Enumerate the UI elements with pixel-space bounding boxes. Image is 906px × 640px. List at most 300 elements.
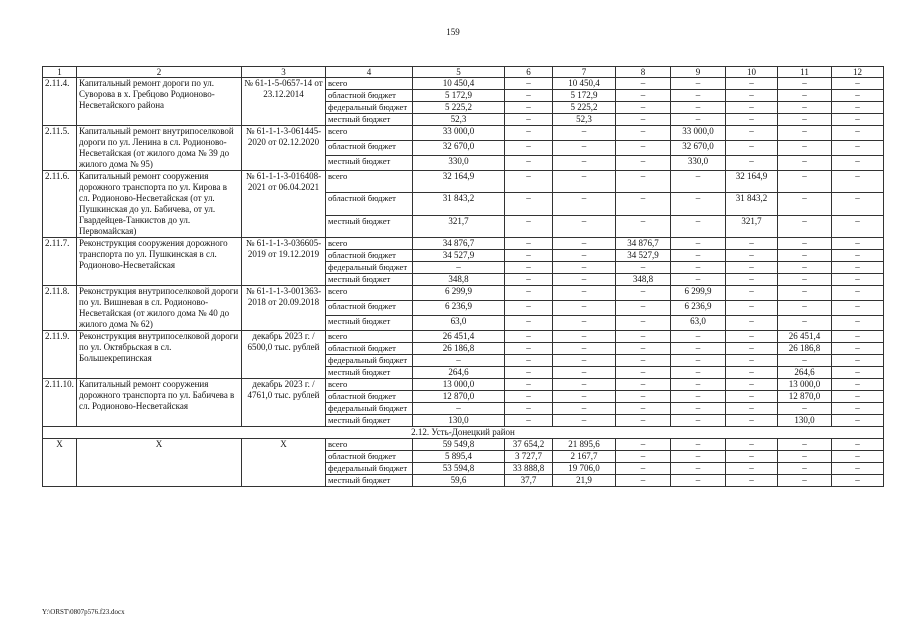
amount-cell: –	[778, 102, 832, 114]
funding-source: всего	[326, 439, 413, 451]
amount-cell: 53 594,8	[413, 463, 505, 475]
amount-cell: –	[616, 403, 671, 415]
col-header: 4	[326, 67, 413, 78]
amount-cell: –	[553, 391, 616, 403]
amount-cell: 5 172,9	[553, 90, 616, 102]
funding-source: местный бюджет	[326, 316, 413, 331]
funding-source: областной бюджет	[326, 451, 413, 463]
amount-cell: –	[726, 355, 778, 367]
item-name: Капитальный ремонт дороги по ул. Суворова в х. Гребцово Родионово-Несветайского района	[77, 78, 242, 126]
amount-cell: 5 895,4	[413, 451, 505, 463]
amount-cell: 330,0	[671, 156, 726, 171]
amount-cell: –	[505, 301, 553, 316]
amount-cell: 31 843,2	[413, 193, 505, 215]
amount-cell: –	[671, 262, 726, 274]
amount-cell: –	[671, 451, 726, 463]
amount-cell: –	[505, 215, 553, 237]
amount-cell: –	[505, 415, 553, 427]
item-name: Реконструкция внутрипоселковой дороги по ул. Вишневая в сл. Родионово-Несветайская (от жилого дома № 40 до жилого дома № 62)	[77, 286, 242, 331]
funding-source: местный бюджет	[326, 367, 413, 379]
amount-cell: –	[832, 141, 884, 156]
amount-cell: 52,3	[413, 114, 505, 126]
funding-source: всего	[326, 78, 413, 90]
amount-cell: 33 000,0	[413, 126, 505, 141]
amount-cell: –	[726, 391, 778, 403]
row-col1: X	[43, 439, 77, 487]
item-code: 2.11.7.	[43, 238, 77, 286]
amount-cell: –	[726, 343, 778, 355]
amount-cell: –	[778, 403, 832, 415]
amount-cell: 13 000,0	[778, 379, 832, 391]
amount-cell: –	[832, 286, 884, 301]
funding-source: областной бюджет	[326, 90, 413, 102]
item-name: Реконструкция внутрипоселковой дороги по ул. Октябрьская в сл. Большекрепинская	[77, 331, 242, 379]
amount-cell: –	[616, 355, 671, 367]
col-header: 5	[413, 67, 505, 78]
funding-source: местный бюджет	[326, 415, 413, 427]
amount-cell: –	[616, 331, 671, 343]
amount-cell: –	[832, 102, 884, 114]
amount-cell: 32 670,0	[671, 141, 726, 156]
amount-cell: –	[671, 379, 726, 391]
amount-cell: –	[778, 262, 832, 274]
table-row	[43, 78, 884, 90]
amount-cell: –	[505, 126, 553, 141]
amount-cell: –	[553, 156, 616, 171]
item-document: № 61-1-1-3-001363-2018 от 20.09.2018	[242, 286, 326, 331]
amount-cell: –	[726, 286, 778, 301]
amount-cell: –	[832, 379, 884, 391]
amount-cell: 10 450,4	[553, 78, 616, 90]
amount-cell: –	[778, 451, 832, 463]
amount-cell: –	[671, 102, 726, 114]
funding-source: областной бюджет	[326, 250, 413, 262]
amount-cell: –	[553, 355, 616, 367]
amount-cell: –	[726, 262, 778, 274]
amount-cell: –	[726, 126, 778, 141]
amount-cell: –	[671, 90, 726, 102]
amount-cell: –	[505, 250, 553, 262]
amount-cell: 59 549,8	[413, 439, 505, 451]
amount-cell: –	[505, 156, 553, 171]
row-col2: X	[77, 439, 242, 487]
budget-table	[42, 66, 884, 487]
amount-cell: –	[726, 475, 778, 487]
funding-source: областной бюджет	[326, 391, 413, 403]
amount-cell: –	[832, 367, 884, 379]
amount-cell: –	[505, 403, 553, 415]
header-row	[43, 67, 884, 78]
amount-cell: –	[832, 403, 884, 415]
amount-cell: –	[553, 250, 616, 262]
amount-cell: –	[553, 301, 616, 316]
amount-cell: –	[832, 215, 884, 237]
amount-cell: –	[616, 463, 671, 475]
amount-cell: –	[505, 141, 553, 156]
amount-cell: –	[832, 262, 884, 274]
amount-cell: 330,0	[413, 156, 505, 171]
amount-cell: –	[832, 78, 884, 90]
amount-cell: –	[505, 193, 553, 215]
item-name: Реконструкция сооружения дорожного транспорта по ул. Пушкинская в сл. Родионово-Несветайская	[77, 238, 242, 286]
amount-cell: –	[553, 286, 616, 301]
col-header: 6	[505, 67, 553, 78]
amount-cell: 34 876,7	[616, 238, 671, 250]
col-header: 7	[553, 67, 616, 78]
amount-cell: –	[726, 78, 778, 90]
amount-cell: –	[726, 379, 778, 391]
amount-cell: –	[505, 102, 553, 114]
amount-cell: –	[553, 141, 616, 156]
amount-cell: 12 870,0	[778, 391, 832, 403]
amount-cell: 3 727,7	[505, 451, 553, 463]
amount-cell: –	[671, 193, 726, 215]
amount-cell: –	[726, 451, 778, 463]
amount-cell: –	[616, 114, 671, 126]
amount-cell: 264,6	[413, 367, 505, 379]
amount-cell: –	[616, 379, 671, 391]
funding-source: областной бюджет	[326, 343, 413, 355]
amount-cell: –	[726, 403, 778, 415]
amount-cell: –	[505, 379, 553, 391]
amount-cell: –	[778, 439, 832, 451]
table-row	[43, 171, 884, 193]
amount-cell: –	[671, 367, 726, 379]
amount-cell: –	[505, 114, 553, 126]
funding-source: федеральный бюджет	[326, 102, 413, 114]
funding-source: областной бюджет	[326, 193, 413, 215]
col-header: 9	[671, 67, 726, 78]
table-row	[43, 331, 884, 343]
amount-cell: –	[616, 475, 671, 487]
amount-cell: 10 450,4	[413, 78, 505, 90]
amount-cell: –	[671, 439, 726, 451]
amount-cell: –	[671, 475, 726, 487]
table-row	[43, 379, 884, 391]
item-name: Капитальный ремонт сооружения дорожного транспорта по ул. Бабичева в сл. Родионово-Несветайская	[77, 379, 242, 427]
amount-cell: –	[726, 301, 778, 316]
row-col3: X	[242, 439, 326, 487]
amount-cell: 34 527,9	[616, 250, 671, 262]
amount-cell: –	[671, 343, 726, 355]
item-document: декабрь 2023 г. / 6500,0 тыс. рублей	[242, 331, 326, 379]
amount-cell: –	[616, 316, 671, 331]
amount-cell: –	[616, 215, 671, 237]
funding-source: областной бюджет	[326, 141, 413, 156]
amount-cell: 52,3	[553, 114, 616, 126]
col-header: 10	[726, 67, 778, 78]
amount-cell: –	[726, 90, 778, 102]
amount-cell: –	[778, 286, 832, 301]
amount-cell: –	[778, 90, 832, 102]
amount-cell: –	[726, 439, 778, 451]
amount-cell: –	[726, 316, 778, 331]
funding-source: местный бюджет	[326, 114, 413, 126]
funding-source: всего	[326, 331, 413, 343]
amount-cell: 264,6	[778, 367, 832, 379]
amount-cell: –	[616, 391, 671, 403]
item-document: № 61-1-1-3-036605-2019 от 19.12.2019	[242, 238, 326, 286]
amount-cell: –	[778, 126, 832, 141]
table-row	[43, 439, 884, 451]
amount-cell: 6 299,9	[413, 286, 505, 301]
amount-cell: 130,0	[778, 415, 832, 427]
amount-cell: –	[832, 126, 884, 141]
amount-cell: –	[553, 193, 616, 215]
amount-cell: –	[505, 262, 553, 274]
amount-cell: –	[505, 78, 553, 90]
amount-cell: –	[778, 141, 832, 156]
amount-cell: –	[413, 403, 505, 415]
amount-cell: 34 876,7	[413, 238, 505, 250]
amount-cell: –	[832, 355, 884, 367]
funding-source: местный бюджет	[326, 215, 413, 237]
amount-cell: 37 654,2	[505, 439, 553, 451]
amount-cell: –	[505, 391, 553, 403]
col-header: 1	[43, 67, 77, 78]
amount-cell: –	[671, 250, 726, 262]
region-title-row	[43, 427, 884, 439]
amount-cell: 348,8	[616, 274, 671, 286]
amount-cell: –	[671, 215, 726, 237]
col-header: 3	[242, 67, 326, 78]
amount-cell: –	[671, 274, 726, 286]
item-document: декабрь 2023 г. / 4761,0 тыс. рублей	[242, 379, 326, 427]
amount-cell: –	[505, 90, 553, 102]
amount-cell: 321,7	[726, 215, 778, 237]
amount-cell: –	[671, 114, 726, 126]
region-title: 2.12. Усть-Донецкий район	[43, 427, 884, 439]
amount-cell: –	[832, 238, 884, 250]
funding-source: федеральный бюджет	[326, 262, 413, 274]
amount-cell: 63,0	[413, 316, 505, 331]
amount-cell: –	[553, 215, 616, 237]
amount-cell: –	[413, 262, 505, 274]
amount-cell: –	[778, 316, 832, 331]
funding-source: областной бюджет	[326, 301, 413, 316]
amount-cell: 5 225,2	[413, 102, 505, 114]
amount-cell: 32 670,0	[413, 141, 505, 156]
amount-cell: –	[505, 343, 553, 355]
amount-cell: –	[553, 316, 616, 331]
amount-cell: 12 870,0	[413, 391, 505, 403]
amount-cell: –	[671, 391, 726, 403]
amount-cell: –	[616, 193, 671, 215]
amount-cell: 37,7	[505, 475, 553, 487]
amount-cell: –	[616, 415, 671, 427]
amount-cell: 26 186,8	[778, 343, 832, 355]
amount-cell: –	[671, 403, 726, 415]
amount-cell: –	[671, 331, 726, 343]
amount-cell: 6 236,9	[413, 301, 505, 316]
item-name: Капитальный ремонт внутрипоселковой дороги по ул. Ленина в сл. Родионово-Несветайская (от жилого дома № 39 до жилого дома № 95)	[77, 126, 242, 171]
amount-cell: 19 706,0	[553, 463, 616, 475]
amount-cell: –	[832, 193, 884, 215]
amount-cell: –	[553, 343, 616, 355]
amount-cell: 13 000,0	[413, 379, 505, 391]
amount-cell: –	[505, 367, 553, 379]
amount-cell: –	[505, 274, 553, 286]
item-code: 2.11.8.	[43, 286, 77, 331]
amount-cell: –	[505, 355, 553, 367]
amount-cell: –	[616, 301, 671, 316]
col-header: 11	[778, 67, 832, 78]
amount-cell: –	[778, 301, 832, 316]
amount-cell: –	[832, 343, 884, 355]
funding-source: всего	[326, 379, 413, 391]
amount-cell: 321,7	[413, 215, 505, 237]
table-row	[43, 238, 884, 250]
item-code: 2.11.9.	[43, 331, 77, 379]
amount-cell: –	[726, 156, 778, 171]
funding-source: всего	[326, 171, 413, 193]
amount-cell: 26 451,4	[778, 331, 832, 343]
amount-cell: –	[726, 367, 778, 379]
item-code: 2.11.5.	[43, 126, 77, 171]
amount-cell: –	[553, 262, 616, 274]
amount-cell: –	[616, 102, 671, 114]
amount-cell: –	[832, 301, 884, 316]
table-row	[43, 286, 884, 301]
amount-cell: 33 000,0	[671, 126, 726, 141]
col-header: 2	[77, 67, 242, 78]
amount-cell: 26 451,4	[413, 331, 505, 343]
amount-cell: 63,0	[671, 316, 726, 331]
amount-cell: 2 167,7	[553, 451, 616, 463]
item-document: № 61-1-5-0657-14 от 23.12.2014	[242, 78, 326, 126]
amount-cell: –	[616, 343, 671, 355]
amount-cell: –	[726, 250, 778, 262]
amount-cell: –	[832, 439, 884, 451]
amount-cell: –	[553, 171, 616, 193]
amount-cell: –	[726, 238, 778, 250]
amount-cell: –	[553, 331, 616, 343]
amount-cell: 130,0	[413, 415, 505, 427]
amount-cell: –	[553, 415, 616, 427]
amount-cell: –	[832, 156, 884, 171]
amount-cell: –	[616, 126, 671, 141]
amount-cell: –	[778, 475, 832, 487]
amount-cell: –	[671, 78, 726, 90]
amount-cell: 59,6	[413, 475, 505, 487]
amount-cell: –	[778, 215, 832, 237]
amount-cell: –	[616, 90, 671, 102]
funding-source: федеральный бюджет	[326, 355, 413, 367]
funding-source: местный бюджет	[326, 475, 413, 487]
amount-cell: –	[616, 367, 671, 379]
amount-cell: 26 186,8	[413, 343, 505, 355]
amount-cell: –	[616, 439, 671, 451]
amount-cell: –	[505, 286, 553, 301]
amount-cell: –	[832, 114, 884, 126]
col-header: 8	[616, 67, 671, 78]
amount-cell: 32 164,9	[413, 171, 505, 193]
amount-cell: 33 888,8	[505, 463, 553, 475]
item-name: Капитальный ремонт сооружения дорожного транспорта по ул. Кирова в сл. Родионово-Несветайская (от ул. Пушкинская до ул. Бабичева, от ул. Гвардейцев-Танкистов до ул. Первомайская)	[77, 171, 242, 238]
amount-cell: 348,8	[413, 274, 505, 286]
amount-cell: –	[726, 114, 778, 126]
amount-cell: –	[832, 250, 884, 262]
funding-source: местный бюджет	[326, 156, 413, 171]
amount-cell: 5 225,2	[553, 102, 616, 114]
amount-cell: 21 895,6	[553, 439, 616, 451]
amount-cell: –	[616, 141, 671, 156]
amount-cell: –	[505, 238, 553, 250]
amount-cell: –	[778, 156, 832, 171]
amount-cell: –	[832, 171, 884, 193]
amount-cell: –	[616, 156, 671, 171]
item-code: 2.11.6.	[43, 171, 77, 238]
amount-cell: –	[778, 355, 832, 367]
amount-cell: –	[616, 262, 671, 274]
amount-cell: –	[832, 391, 884, 403]
table-row	[43, 126, 884, 141]
amount-cell: –	[671, 171, 726, 193]
amount-cell: –	[778, 274, 832, 286]
funding-source: всего	[326, 126, 413, 141]
amount-cell: –	[778, 238, 832, 250]
amount-cell: –	[778, 250, 832, 262]
amount-cell: –	[505, 331, 553, 343]
amount-cell: 31 843,2	[726, 193, 778, 215]
amount-cell: –	[553, 367, 616, 379]
page-number: 159	[446, 27, 460, 37]
amount-cell: –	[671, 415, 726, 427]
amount-cell: –	[553, 238, 616, 250]
amount-cell: –	[832, 274, 884, 286]
amount-cell: –	[616, 451, 671, 463]
amount-cell: –	[671, 238, 726, 250]
funding-source: всего	[326, 286, 413, 301]
amount-cell: –	[726, 415, 778, 427]
amount-cell: –	[778, 114, 832, 126]
item-document: № 61-1-1-3-016408-2021 от 06.04.2021	[242, 171, 326, 238]
amount-cell: –	[726, 331, 778, 343]
amount-cell: –	[671, 355, 726, 367]
amount-cell: –	[616, 171, 671, 193]
amount-cell: 21,9	[553, 475, 616, 487]
amount-cell: –	[832, 451, 884, 463]
amount-cell: –	[505, 316, 553, 331]
amount-cell: –	[671, 463, 726, 475]
amount-cell: –	[726, 274, 778, 286]
amount-cell: 6 236,9	[671, 301, 726, 316]
amount-cell: –	[778, 463, 832, 475]
amount-cell: –	[553, 403, 616, 415]
item-code: 2.11.4.	[43, 78, 77, 126]
footer-file-path: Y:\ORST\0807p576.f23.docx	[42, 608, 125, 616]
amount-cell: –	[832, 475, 884, 487]
funding-source: всего	[326, 238, 413, 250]
amount-cell: –	[726, 141, 778, 156]
amount-cell: –	[832, 415, 884, 427]
amount-cell: –	[778, 78, 832, 90]
funding-source: федеральный бюджет	[326, 403, 413, 415]
funding-source: федеральный бюджет	[326, 463, 413, 475]
amount-cell: –	[616, 286, 671, 301]
amount-cell: –	[505, 171, 553, 193]
item-document: № 61-1-1-3-061445-2020 от 02.12.2020	[242, 126, 326, 171]
amount-cell: –	[413, 355, 505, 367]
amount-cell: –	[778, 171, 832, 193]
amount-cell: 34 527,9	[413, 250, 505, 262]
amount-cell: –	[832, 463, 884, 475]
amount-cell: 6 299,9	[671, 286, 726, 301]
amount-cell: 32 164,9	[726, 171, 778, 193]
amount-cell: –	[832, 316, 884, 331]
amount-cell: –	[616, 78, 671, 90]
amount-cell: –	[832, 90, 884, 102]
